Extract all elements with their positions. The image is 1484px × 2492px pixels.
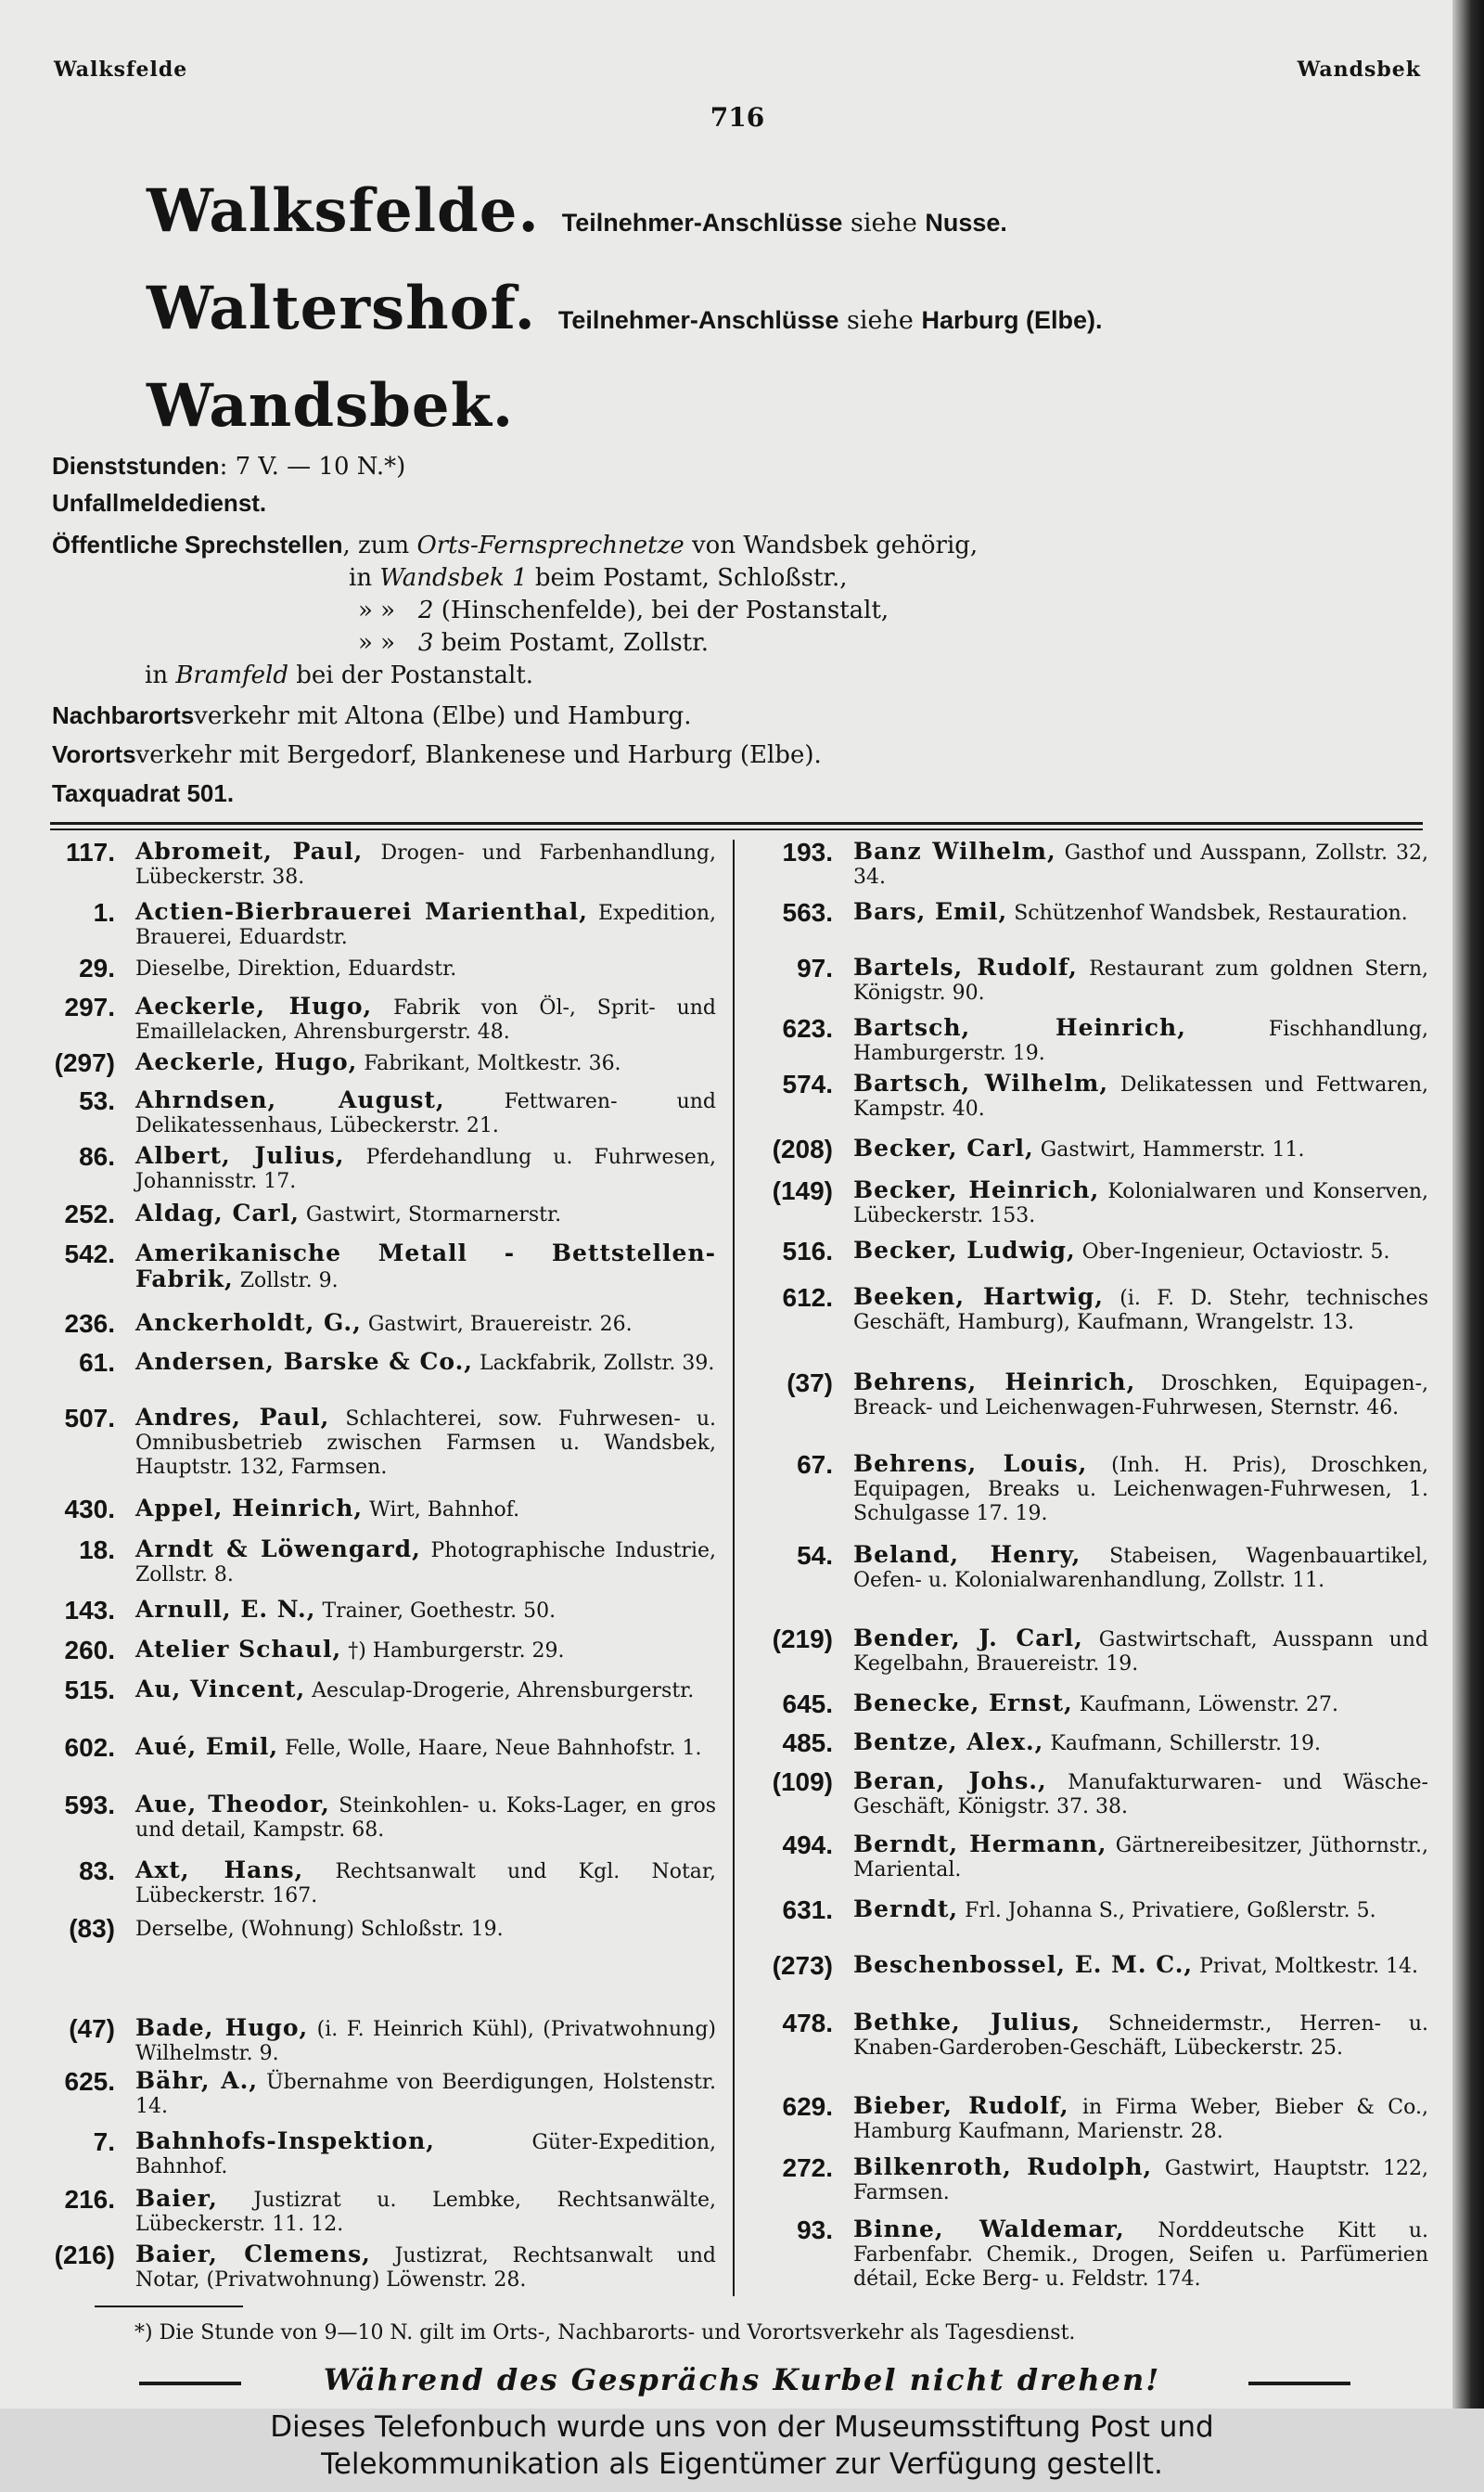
entry-text [135,956,716,982]
subscriber-name: Aeckerle, Hugo, [135,993,373,1020]
directory-entry [749,900,1428,926]
subscriber-details: Dieselbe, Direktion, Eduardstr. [135,957,457,981]
subscriber-name: Baier, [135,2185,218,2212]
town-name: Wandsbek. [147,371,515,441]
subscriber-details: Trainer, Goethestr. 50. [315,1599,556,1623]
directory-entry [46,900,716,950]
phone-number: 515. [64,1676,115,1704]
subscriber-name: Becker, Ludwig, [853,1237,1076,1264]
subscriber-details: (i. F. Heinrich Kühl), (Privatwohnung) Wilhelmstr. 9. [135,2018,716,2065]
subscriber-details: Droschken, Equipagen-, Breack- und Leichenwagen-Fuhrwesen, Sternstr. 46. [853,1372,1428,1419]
directory-entry [46,2069,716,2119]
directory-entry [46,2242,716,2293]
directory-entry [749,2155,1428,2205]
town-heading-waltershof [147,274,1103,343]
subscriber-details: Frl. Johanna S., Privatiere, Goßlerstr. 5. [958,1899,1376,1922]
subscriber-details: Zollstr. 9. [233,1269,339,1292]
directory-entry [46,1858,716,1908]
footnote: *) Die Stunde von 9—10 N. gilt im Orts-, Nachbarorts- und Vorortsverkehr als Tagesdienst. [134,2321,1076,2344]
subscriber-name: Becker, Heinrich, [853,1176,1100,1203]
directory-entry [46,2187,716,2237]
entry-text [135,2187,716,2237]
subscriber-details: Steinkohlen- u. Koks-Lager, en gros und detail, Kampstr. 68. [135,1794,716,1842]
subscriber-name: Anckerholdt, G., [135,1309,362,1336]
phone-number: 507. [64,1404,115,1432]
phone-number: (219) [772,1625,833,1653]
phone-number: (297) [54,1048,115,1077]
entry-text [853,2155,1428,2205]
entry-text [853,1832,1428,1882]
directory-entry [749,2094,1428,2144]
entry-text [853,1897,1428,1923]
phone-number: 193. [782,838,833,867]
entry-text [853,2094,1428,2144]
directory-entry [749,1691,1428,1717]
directory-entry [46,1406,716,1480]
subscriber-details: Expedition, Brauerei, Eduardstr. [135,902,716,949]
subscriber-name: Becker, Carl, [853,1135,1034,1162]
directory-entry [749,840,1428,890]
directory-entry [46,1792,716,1843]
directory-entry [46,2129,716,2179]
subscriber-details: †) Hamburgerstr. 29. [341,1639,565,1663]
subscriber-details: Wirt, Bahnhof. [363,1498,520,1522]
phone-number: 625. [64,2067,115,2096]
entry-text [853,2217,1428,2292]
subscriber-name: Bethke, Julius, [853,2009,1081,2036]
subscriber-details: Manufakturwaren- und Wäsche-Geschäft, Königstr. 37. 38. [853,1771,1428,1818]
phone-number: 67. [797,1450,833,1479]
subscriber-details: Photographische Industrie, Zollstr. 8. [135,1539,716,1586]
phone-number: (273) [772,1951,833,1980]
subscriber-name: Bilkenroth, Rudolph, [853,2153,1153,2180]
subscriber-name: Aue, Theodor, [135,1791,330,1818]
town-name: Walksfelde. [147,176,540,246]
phone-number: (149) [772,1176,833,1205]
phone-number: 236. [64,1309,115,1338]
town-name: Waltershof. [147,274,536,343]
header-rule-top [50,822,1423,825]
phone-number: (83) [69,1914,115,1943]
directory-entry [749,956,1428,1006]
directory-entry [749,1137,1428,1163]
subscriber-details: Gastwirt, Brauereistr. 26. [361,1313,633,1336]
page-number: 716 [710,102,765,133]
subscriber-name: Au, Vincent, [135,1676,306,1702]
phone-number: 612. [782,1283,833,1312]
entry-text [853,1072,1428,1122]
subscriber-details: Gastwirt, Stormarnerstr. [299,1203,562,1227]
subscriber-details: Kolonialwaren und Konserven, Lübeckerstr. 153. [853,1180,1428,1227]
directory-entry [46,995,716,1045]
phone-number: 631. [782,1895,833,1924]
subscriber-details: Übernahme von Beerdigungen, Holstenstr. 14. [135,2071,716,2118]
phone-number: 645. [782,1689,833,1718]
entry-text [135,1677,716,1703]
directory-entry [46,2016,716,2066]
directory-entry [749,1543,1428,1593]
entry-text [853,1543,1428,1593]
phone-number: 29. [79,954,115,983]
phone-number: (216) [54,2241,115,2269]
entry-text [135,1050,716,1076]
entry-text [853,1370,1428,1420]
entry-text [135,995,716,1045]
directory-entry [46,1144,716,1194]
subscriber-details: Justizrat, Rechtsanwalt und Notar, (Privatwohnung) Löwenstr. 28. [135,2244,716,2292]
subscriber-details: Drogen- und Farbenhandlung, Lübeckerstr. 38. [135,841,716,889]
entry-text [853,900,1428,926]
subscriber-name: Behrens, Louis, [853,1450,1088,1477]
subscriber-name: Bartsch, Heinrich, [853,1014,1186,1041]
entry-text [135,1311,716,1337]
directory-entry [749,1626,1428,1676]
directory-entry [749,1370,1428,1420]
subscriber-details: Lackfabrik, Zollstr. 39. [473,1352,715,1375]
accident-service: Unfallmeldedienst. [52,489,267,517]
entry-text [135,1406,716,1480]
subscriber-details: (i. F. D. Stehr, technisches Geschäft, Hamburg), Kaufmann, Wrangelstr. 13. [853,1287,1428,1334]
directory-entry [46,1496,716,1522]
subscriber-name: Beran, Johs., [853,1767,1047,1794]
subscriber-name: Bender, J. Carl, [853,1625,1083,1651]
phone-number: 563. [782,898,833,927]
subscriber-name: Binne, Waldemar, [853,2216,1125,2242]
subscriber-name: Ahrndsen, August, [135,1086,445,1113]
header-rule-bottom [50,829,1423,830]
subscriber-name: Andres, Paul, [135,1404,330,1431]
directory-entry [46,1537,716,1587]
subscriber-name: Aldag, Carl, [135,1200,300,1227]
subscriber-name: Bieber, Rudolf, [853,2092,1069,2119]
directory-entry [46,1088,716,1138]
phone-number: 629. [782,2092,833,2121]
subscriber-name: Banz Wilhelm, [853,838,1056,865]
subscriber-name: Berndt, Hermann, [853,1830,1107,1857]
subscriber-details: Fettwaren- und Delikatessenhaus, Lübeckerstr. 21. [135,1090,716,1137]
subscriber-name: Bartels, Rudolf, [853,954,1078,981]
subscriber-name: Bars, Emil, [853,898,1008,925]
entry-text [853,956,1428,1006]
entry-text [853,1953,1428,1979]
running-head-right: Wandsbek [1297,58,1421,82]
service-hours: Dienststunden: 7 V. — 10 N.*) [52,452,406,481]
page-edge-shadow [1452,0,1484,2409]
entry-text [853,1239,1428,1265]
directory-entry [749,1239,1428,1265]
directory-entry [46,1311,716,1337]
entry-text [853,1730,1428,1756]
subscriber-details: Rechtsanwalt und Kgl. Notar, Lübeckerstr. 167. [135,1860,716,1908]
directory-entry [46,1241,716,1293]
footnote-rule [95,2306,243,2307]
subscriber-name: Bentze, Alex., [853,1728,1044,1755]
phone-number: 516. [782,1237,833,1265]
subscriber-details: Norddeutsche Kitt u. Farbenfabr. Chemik., Drogen, Seifen u. Parfümerien détail, Ecke Berg- u. Feldstr. 174. [853,2219,1428,2291]
entry-text [135,1144,716,1194]
subscriber-details: Fabrik von Öl-, Sprit- und Emaillelacken, Ahrensburgerstr. 48. [135,996,716,1044]
phone-number: 593. [64,1791,115,1819]
subscriber-name: Atelier Schaul, [135,1636,342,1663]
directory-entry [749,1285,1428,1335]
directory-entry [749,1832,1428,1882]
motto: Während des Gesprächs Kurbel nicht drehen! [323,2362,1161,2397]
phone-number: 61. [79,1348,115,1377]
subscriber-name: Aeckerle, Hugo, [135,1048,358,1075]
phone-number: 7. [93,2127,115,2156]
directory-entry [46,1638,716,1663]
phone-number: 143. [64,1596,115,1625]
phone-number: 542. [64,1240,115,1268]
banner-line-2: Telekommunikation als Eigentümer zur Verfügung gestellt. [321,2447,1163,2481]
subscriber-details: Stabeisen, Wagenbauartikel, Oefen- u. Kolonialwarenhandlung, Zollstr. 11. [853,1545,1428,1592]
entry-text [853,1285,1428,1335]
subscriber-details: Kaufmann, Schillerstr. 19. [1043,1732,1321,1755]
subscriber-name: Abromeit, Paul, [135,838,364,865]
directory-entry [749,2010,1428,2061]
entry-text [135,1496,716,1522]
entry-text [853,1452,1428,1526]
phone-number: (47) [69,2014,115,2043]
directory-entry [46,1350,716,1376]
subscriber-name: Axt, Hans, [135,1856,304,1883]
subscriber-name: Beschenbossel, E. M. C., [853,1951,1194,1978]
phone-number: 18. [79,1535,115,1564]
entry-text [135,900,716,950]
subscriber-details: Gasthof und Ausspann, Zollstr. 32, 34. [853,841,1428,889]
subscriber-details: Ober-Ingenieur, Octaviostr. 5. [1075,1240,1390,1264]
entry-text [853,1769,1428,1819]
directory-entry [749,1953,1428,1979]
subscriber-name: Amerikanische Metall - Bettstellen-Fabrik, [135,1240,716,1292]
subscriber-details: Justizrat u. Lembke, Rechtsanwälte, Lübeckerstr. 11. 12. [135,2189,716,2236]
column-divider [733,840,735,2296]
phone-number: 117. [66,838,115,867]
subscriber-name: Arnull, E. N., [135,1596,316,1623]
banner-line-1: Dieses Telefonbuch wurde uns von der Museumsstiftung Post und [270,2410,1214,2444]
subscriber-details: Restaurant zum goldnen Stern, Königstr. 90. [853,957,1428,1005]
subscriber-name: Baier, Clemens, [135,2241,371,2267]
subscriber-name: Bartsch, Wilhelm, [853,1070,1109,1097]
phone-number: 1. [93,898,115,927]
subscriber-details: Fischhandlung, Hamburgerstr. 19. [853,1018,1428,1065]
subscriber-details: in Firma Weber, Bieber & Co., Hamburg Kaufmann, Marienstr. 28. [853,2096,1428,2143]
directory-entry [749,1897,1428,1923]
phone-number: 86. [79,1142,115,1171]
station-line-2: » » 2 (Hinschenfelde), bei der Postanstalt, [358,597,889,624]
entry-text [135,1638,716,1663]
subscriber-name: Benecke, Ernst, [853,1689,1073,1716]
entry-text [135,1201,716,1227]
entry-text [135,2242,716,2293]
directory-entry [749,2217,1428,2292]
phone-number: 478. [782,2009,833,2037]
town-note: Teilnehmer-Anschlüsse siehe Harburg (Elbe). [557,306,1103,335]
entry-text [135,1916,716,1942]
directory-entry [749,1452,1428,1526]
entry-text [135,2129,716,2179]
entry-text [853,2010,1428,2061]
entry-text [853,1137,1428,1163]
subscriber-details: Gastwirtschaft, Ausspann und Kegelbahn, Brauereistr. 19. [853,1628,1428,1676]
directory-entry [46,1201,716,1227]
station-line-1: in Wandsbek 1 beim Postamt, Schloßstr., [349,564,848,592]
entry-text [135,1735,716,1761]
subscriber-details: Aesculap-Drogerie, Ahrensburgerstr. [305,1679,695,1702]
neighbour-traffic: Nachbarortsverkehr mit Altona (Elbe) und Hamburg. [52,701,692,730]
phone-number: 574. [782,1070,833,1098]
phone-number: 430. [64,1495,115,1523]
phone-number: 602. [64,1733,115,1762]
phone-number: 260. [64,1636,115,1664]
subscriber-details: Privat, Moltkestr. 14. [1193,1955,1419,1978]
phone-number: 252. [64,1200,115,1228]
subscriber-name: Arndt & Löwengard, [135,1535,421,1562]
subscriber-name: Albert, Julius, [135,1142,345,1169]
entry-text [853,1691,1428,1717]
subscriber-details: Derselbe, (Wohnung) Schloßstr. 19. [135,1918,504,1941]
subscriber-details: Gastwirt, Hammerstr. 11. [1033,1138,1305,1162]
entry-text [135,1241,716,1293]
phone-number: 54. [797,1541,833,1570]
subscriber-name: Beland, Henry, [853,1541,1081,1568]
directory-entry [46,1677,716,1703]
directory-entry [46,1598,716,1624]
subscriber-name: Bähr, A., [135,2067,259,2094]
motto-line-right [1248,2382,1350,2385]
entry-text [135,1792,716,1843]
directory-entry [749,1072,1428,1122]
entry-text [135,1088,716,1138]
phone-number: (208) [772,1135,833,1163]
entry-text [135,2069,716,2119]
public-stations: Öffentliche Sprechstellen, zum Orts-Fernsprechnetze von Wandsbek gehörig, [52,531,979,559]
subscriber-name: Actien-Bierbrauerei Marienthal, [135,898,588,925]
phone-number: 485. [782,1728,833,1757]
subscriber-details: (Inh. H. Pris), Droschken, Equipagen, Breaks u. Leichenwagen-Fuhrwesen, 1. Schulgasse 17. 19. [853,1454,1428,1525]
subscriber-details: Schneidermstr., Herren- u. Knaben-Garderoben-Geschäft, Lübeckerstr. 25. [853,2012,1428,2060]
phone-number: 53. [79,1086,115,1115]
phone-number: 623. [782,1014,833,1043]
phone-number: 216. [64,2185,115,2214]
directory-entry [749,1769,1428,1819]
entry-text [135,2016,716,2066]
entry-text [853,840,1428,890]
entry-text [853,1178,1428,1228]
phone-number: 83. [79,1856,115,1885]
phone-number: 494. [782,1830,833,1859]
entry-text [135,840,716,890]
subscriber-name: Behrens, Heinrich, [853,1368,1136,1395]
directory-entry [46,1050,716,1076]
subscriber-details: Felle, Wolle, Haare, Neue Bahnhofstr. 1. [278,1737,702,1760]
directory-entry [749,1016,1428,1066]
phone-number: 297. [64,993,115,1021]
entry-text [135,1350,716,1376]
suburban-traffic: Vorortsverkehr mit Bergedorf, Blankenese und Harburg (Elbe). [52,740,822,769]
phone-number: 272. [782,2153,833,2182]
entry-text [135,1858,716,1908]
subscriber-details: Kaufmann, Löwenstr. 27. [1072,1693,1338,1716]
subscriber-name: Aué, Emil, [135,1733,279,1760]
town-heading-walksfelde [147,176,1007,246]
subscriber-name: Berndt, [853,1895,959,1922]
subscriber-details: Delikatessen und Fettwaren, Kampstr. 40. [853,1073,1429,1121]
subscriber-details: Schützenhof Wandsbek, Restauration. [1007,902,1408,925]
provenance-banner [0,2409,1484,2492]
town-note: Teilnehmer-Anschlüsse siehe Nusse. [561,209,1007,238]
subscriber-details: Schlachterei, sow. Fuhrwesen- u. Omnibusbetrieb zwischen Farmsen u. Wandsbek, Hauptstr. 132, Farmsen. [135,1407,716,1479]
phone-number: 97. [797,954,833,983]
entry-text [853,1016,1428,1066]
directory-entry [749,1178,1428,1228]
subscriber-details: Fabrikant, Moltkestr. 36. [357,1052,621,1075]
phone-number: 93. [797,2216,833,2244]
directory-entry [749,1730,1428,1756]
subscriber-name: Beeken, Hartwig, [853,1283,1104,1310]
phone-number: (109) [772,1767,833,1796]
directory-entry [46,1735,716,1761]
subscriber-details: Gastwirt, Hauptstr. 122, Farmsen. [853,2157,1428,2204]
directory-entry [46,956,716,982]
subscriber-name: Appel, Heinrich, [135,1495,364,1522]
directory-entry [46,1916,716,1942]
subscriber-name: Andersen, Barske & Co., [135,1348,474,1375]
entry-text [135,1598,716,1624]
subscriber-name: Bahnhofs-Inspektion, [135,2127,435,2154]
subscriber-details: Pferdehandlung u. Fuhrwesen, Johannisstr. 17. [135,1146,716,1193]
subscriber-details: Gärtnereibesitzer, Jüthornstr., Mariental. [853,1834,1428,1882]
directory-entry [46,840,716,890]
town-heading-wandsbek [147,371,514,441]
subscriber-details: Güter-Expedition, Bahnhof. [135,2131,716,2178]
entry-text [853,1626,1428,1676]
station-line-3: » » 3 beim Postamt, Zollstr. [358,629,709,657]
station-line-bramfeld: in Bramfeld bei der Postanstalt. [145,662,534,689]
entry-text [135,1537,716,1587]
running-head-left: Walksfelde [54,58,188,82]
subscriber-name: Bade, Hugo, [135,2014,309,2041]
tax-square: Taxquadrat 501. [52,779,235,807]
phone-number: (37) [787,1368,833,1397]
